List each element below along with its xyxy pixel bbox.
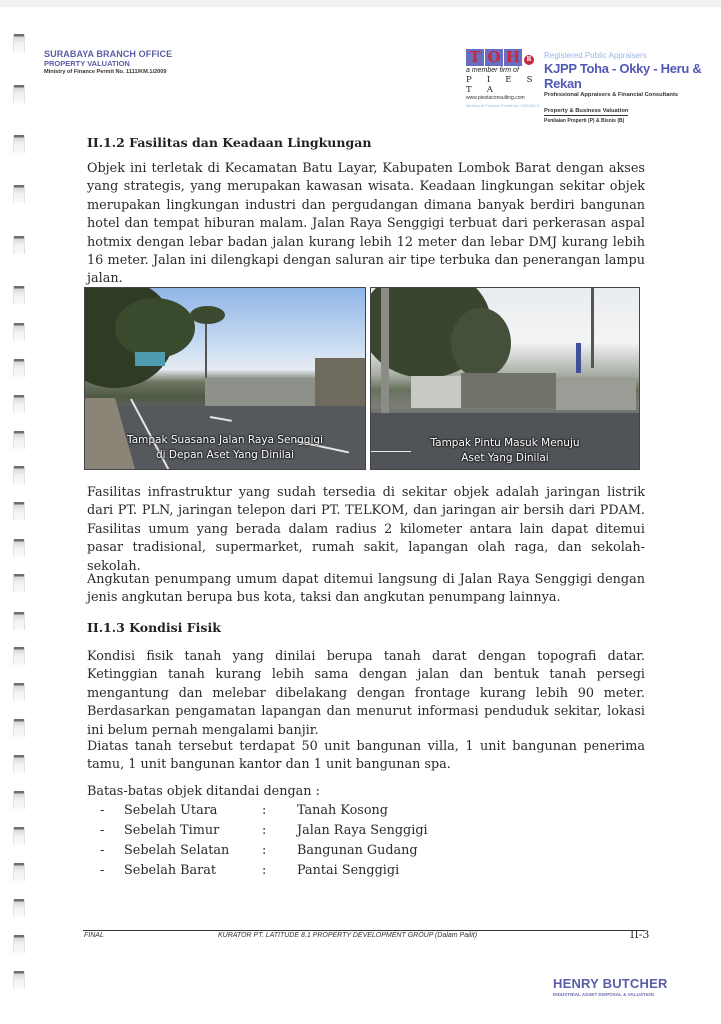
boundary-side: Sebelah Barat [124, 863, 217, 878]
boundary-side: Sebelah Selatan [124, 843, 230, 858]
section-heading-212: II.1.2 Fasilitas dan Keadaan Lingkungan [87, 135, 372, 150]
photo-caption-1 [85, 433, 365, 463]
paragraph-location: Objek ini terletak di Kecamatan Batu Layar, Kabupaten Lombok Barat dengan akses yang strategis, yang merupakan kawasan wisata. Keadaan lingkungan sekitar objek merupakan lingkungan industri dan pergudangan dimana banyak berdiri bangunan hotel dan tempat hiburan malam. Jalan Raya Senggigi terbuat dari perkerasan aspal hotmix dengan lebar badan jalan kurang lebih 12 meter dan lebar DMJ kurang lebih 16 meter. Jalan ini dilengkapi dengan saluran air tipe terbuka dan penerangan lampu jalan. [87, 161, 645, 287]
binder-ring-icon [13, 827, 25, 845]
footer-client: KURATOR PT. LATITUDE 8.1 PROPERTY DEVELOPMENT GROUP (Dalam Pailit) [218, 932, 478, 939]
binder-ring-icon [13, 502, 25, 520]
logo-letter: T [466, 49, 484, 66]
tree-shape [451, 308, 511, 378]
footer-divider [83, 930, 645, 931]
paragraph-physical-condition: Kondisi fisik tanah yang dinilai berupa tanah darat dengan topografi datar. Ketinggian tanah kurang lebih sama dengan jalan dan bentuk tanah persegi mengantung dan melebar dibelakang dengan frontage kurang lebih 90 meter. Berdasarkan pengamatan lapangan dan menurut informasi penduduk sekitar, lokasi ini belum pernah mengalami banjir. [87, 649, 645, 738]
registered-mark-icon: R [524, 55, 534, 65]
paragraph-transport: Angkutan penumpang umum dapat ditemui langsung di Jalan Raya Senggigi dengan jenis angkutan berupa bus kota, taksi dan angkutan penumpang lainnya. [87, 572, 645, 606]
boundary-separator: : [262, 843, 267, 858]
firm-license: Penilaian Properti (P) & Bisnis (B) [544, 118, 625, 124]
bullet-dash: - [100, 863, 105, 878]
paragraph-infrastructure: Fasilitas infrastruktur yang sudah tersedia di sekitar objek adalah jaringan listrik dari PT. PLN, jaringan telepon dari PT. TELKOM, dan jaringan air bersih dari PDAM. Fasilitas umum yang berada dalam radius 2 kilometer antara lain dapat ditemui pasar tradisional, supermarket, rumah sakit, lapangan olah raga, dan sekolah-sekolah. [87, 485, 645, 574]
shed-shape [556, 380, 636, 410]
boundary-value: Tanah Kosong [297, 803, 388, 818]
binder-ring-icon [13, 359, 25, 377]
photo-caption-1-line2: di Depan Aset Yang Dinilai [155, 449, 295, 461]
binder-ring-icon [13, 85, 25, 103]
binder-ring-icon [13, 971, 25, 989]
branch-office: SURABAYA BRANCH OFFICE [44, 49, 173, 59]
branch-header [44, 49, 172, 76]
boundaries-intro: Batas-batas objek ditandai dengan : [87, 784, 320, 799]
binder-ring-icon [13, 935, 25, 953]
boundary-separator: : [262, 863, 267, 878]
bullet-dash: - [100, 823, 105, 838]
photo-row [84, 287, 640, 470]
piesta-url: www.piestaconsulting.com [466, 95, 525, 101]
logo-letter: O [485, 49, 503, 66]
binder-ring-icon [13, 185, 25, 203]
binder-ring-icon [13, 286, 25, 304]
binder-ring-icon [13, 791, 25, 809]
branch-permit: Ministry of Finance Permit No. 1111/KM.1/2009 [44, 69, 167, 75]
boundary-separator: : [262, 803, 267, 818]
member-line: a member firm of [466, 67, 519, 74]
paragraph-buildings: Diatas tanah tersebut terdapat 50 unit bangunan villa, 1 unit bangunan penerima tamu, 1 unit bangunan kantor dan 1 unit bangunan spa. [87, 739, 645, 773]
photo-caption-1-line1: Tampak Suasana Jalan Raya Senggigi [127, 434, 323, 446]
binder-ring-icon [13, 34, 25, 52]
boundary-side: Sebelah Timur [124, 823, 220, 838]
binder-ring-icon [13, 683, 25, 701]
binder-ring-icon [13, 539, 25, 557]
binder-ring-icon [13, 236, 25, 254]
binder-ring-icon [13, 863, 25, 881]
building-shape [315, 358, 365, 408]
henry-butcher-logo [553, 977, 668, 998]
gate-wall [411, 376, 461, 408]
partner-tagline: INDUSTRIAL ASSET DISPOSAL & VALUATION [553, 992, 654, 997]
top-edge [0, 0, 721, 7]
boundary-value: Pantai Senggigi [297, 863, 400, 878]
logo-letter: H [505, 48, 521, 66]
section-heading-213: II.1.3 Kondisi Fisik [87, 620, 221, 635]
binder-ring-icon [13, 574, 25, 592]
boundary-separator: : [262, 823, 267, 838]
firm-header [544, 50, 721, 126]
binder-ring-icon [13, 719, 25, 737]
binder-rings [0, 0, 40, 1024]
bullet-dash: - [100, 803, 105, 818]
boundary-side: Sebelah Utara [124, 803, 218, 818]
utility-pole [381, 288, 389, 413]
binder-ring-icon [13, 612, 25, 630]
piesta-network: P I E S T A [466, 75, 539, 95]
photo-caption-2-line1: Tampak Pintu Masuk Menuju [430, 437, 580, 449]
binder-ring-icon [13, 135, 25, 153]
tree-shape [115, 298, 195, 358]
toh-wordmark [466, 49, 542, 66]
partner-name: HENRY BUTCHER [553, 976, 668, 991]
binder-ring-icon [13, 647, 25, 665]
gate-shape [461, 373, 556, 408]
photo-road-view [84, 287, 366, 470]
firm-permit: Ministry of Finance Permit No. 2/2B.0574 [466, 103, 539, 108]
page-number: II-3 [630, 928, 650, 941]
toh-logo [466, 49, 542, 109]
binder-ring-icon [13, 899, 25, 917]
boundary-value: Jalan Raya Senggigi [297, 823, 428, 838]
binder-ring-icon [13, 466, 25, 484]
firm-services: Professional Appraisers & Financial Consultants [544, 92, 679, 98]
branch-division: PROPERTY VALUATION [44, 59, 130, 68]
binder-ring-icon [13, 755, 25, 773]
bullet-dash: - [100, 843, 105, 858]
firm-name: KJPP Toha - Okky - Heru & Rekan [544, 61, 702, 91]
boundary-value: Bangunan Gudang [297, 843, 418, 858]
wall-shape [205, 378, 315, 406]
photo-caption-2-line2: Aset Yang Dinilai [461, 452, 549, 464]
palm-crown [190, 306, 225, 324]
photo-caption-2 [371, 436, 639, 466]
palm-trunk [591, 288, 594, 368]
binder-ring-icon [13, 323, 25, 341]
photo-entrance-view [370, 287, 640, 470]
flag-banner [576, 343, 581, 373]
firm-specialty: Property & Business Valuation [544, 108, 629, 114]
billboard [135, 352, 165, 366]
firm-tagline: Registered Public Appraisers [544, 51, 647, 60]
footer-status: FINAL [84, 932, 104, 939]
binder-ring-icon [13, 431, 25, 449]
binder-ring-icon [13, 395, 25, 413]
